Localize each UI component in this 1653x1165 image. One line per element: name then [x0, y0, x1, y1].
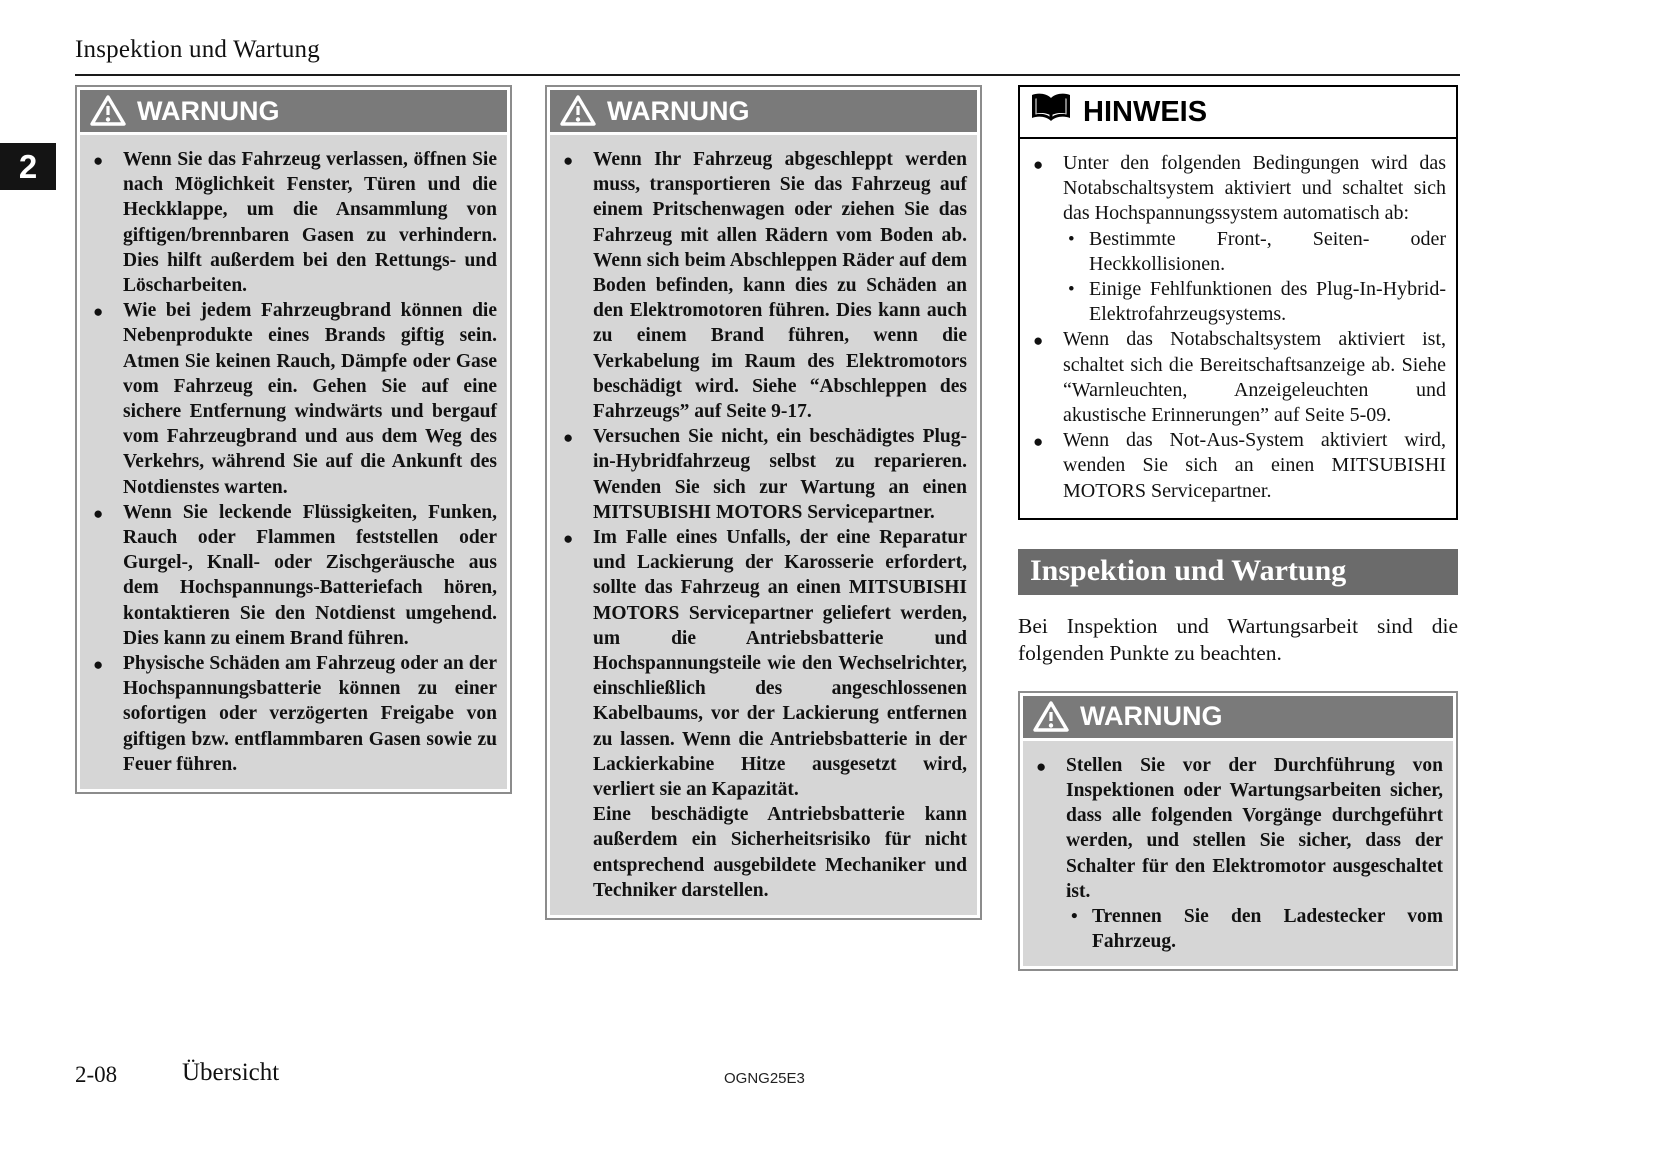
- warning-triangle-icon: [1033, 701, 1069, 733]
- chapter-tab: 2: [0, 143, 56, 190]
- note-item: [1032, 428, 1446, 504]
- warning-1-item-text: Wenn Sie leckende Flüssigkeiten, Funken, Rauch oder Flammen feststellen oder Gurgel-, Knall- oder Zischgeräusche aus dem Hochspannungs-Batteriefach hören, kontaktieren Sie den Notdienst umgehend. Dies kann zu einem Brand führen.: [123, 501, 497, 649]
- warning-3-sub-item-text: Trennen Sie den Ladestecker vom Fahrzeug.: [1092, 906, 1443, 953]
- warning-box-2-title: WARNUNG: [607, 95, 750, 126]
- bullet-marker: ●: [1036, 756, 1047, 776]
- column-3: [1018, 85, 1458, 971]
- warning-1-item-text: Wenn Sie das Fahrzeug verlassen, öffnen Sie nach Möglichkeit Fenster, Türen und die Heckklappe, um die Ansammlung von giftigen/brennbaren Gasen zu verhindern. Dies hilft außerdem bei den Rettungs- und Löscharbeiten.: [123, 149, 497, 297]
- note-sub-item-text: Einige Fehlfunktionen des Plug-In-Hybrid-Elektrofahrzeugsystems.: [1089, 278, 1446, 326]
- column-1: [75, 85, 512, 794]
- bullet-marker: ●: [563, 529, 574, 549]
- bullet-marker: ●: [93, 151, 104, 170]
- warning-triangle-icon: [560, 95, 596, 127]
- warning-1-item: [92, 298, 497, 500]
- warning-triangle-icon: [90, 95, 126, 127]
- warning-box-3-body: [1023, 741, 1453, 967]
- warning-2-item: [562, 424, 967, 525]
- warning-1-item-text: Wie bei jedem Fahrzeugbrand können die Nebenprodukte eines Brands giftig sein. Atmen Sie keinen Rauch, Dämpfe oder Gase vom Fahrzeug ein. Gehen Sie auf eine sichere Entfernung windwärts und bergauf vom Fahrzeugbrand und aus dem Weg des Verkehrs, während Sie auf die Ankunft des Notdienstes warten.: [123, 300, 497, 498]
- warning-3-sub-item: [1035, 904, 1443, 954]
- warning-box-2: [545, 85, 982, 920]
- note-sub-item-text: Bestimmte Front-, Seiten- oder Heckkollisionen.: [1089, 227, 1446, 275]
- bullet-marker: ●: [93, 655, 104, 675]
- header-rule: [75, 74, 1460, 76]
- bullet-marker: ●: [93, 503, 104, 523]
- note-box-header: [1020, 87, 1456, 139]
- warning-3-item: [1035, 753, 1443, 904]
- section-intro-text: Bei Inspektion und Wartungsarbeit sind die folgenden Punkte zu beachten.: [1018, 613, 1458, 665]
- note-item-text: Wenn das Not-Aus-System aktiviert wird, wenden Sie sich an einen MITSUBISHI MOTORS Servicepartner.: [1063, 429, 1446, 502]
- warning-box-2-body: [550, 135, 977, 915]
- bullet-marker: ●: [563, 151, 574, 170]
- footer-section-title: Übersicht: [182, 1059, 280, 1086]
- note-item-text: Wenn das Notabschaltsystem aktiviert ist, schaltet sich die Bereitschaftsanzeige ab. Siehe “Warnleuchten, Anzeigeleuchten und akustische Erinnerungen” auf Seite 5-09.: [1063, 328, 1446, 427]
- footer-page-number: 2-08: [75, 1062, 118, 1087]
- note-item: [1032, 327, 1446, 428]
- warning-1-item: [92, 651, 497, 777]
- warning-2-item: [562, 525, 967, 802]
- warning-1-item: [92, 500, 497, 651]
- note-box-body: [1020, 139, 1456, 518]
- column-2: [545, 85, 982, 920]
- warning-3-item-text: Stellen Sie vor der Durchführung von Inspektionen oder Wartungsarbeiten sicher, dass alle folgenden Vorgänge durchgeführt werden, und stellen Sie sicher, dass der Schalter für den Elektromotor ausgeschaltet ist.: [1066, 754, 1443, 902]
- warning-1-item: [92, 147, 497, 298]
- bullet-marker: ●: [1033, 331, 1044, 351]
- warning-box-1-header: [80, 90, 507, 132]
- section-title-bar: Inspektion und Wartung: [1018, 549, 1458, 595]
- bullet-marker: ●: [1033, 155, 1044, 174]
- note-box-title: HINWEIS: [1083, 95, 1208, 128]
- warning-2-item-text: Versuchen Sie nicht, ein beschädigtes Plug-in-Hybridfahrzeug selbst zu reparieren. Wenden Sie sich zur Wartung an einen MITSUBISHI MOTORS Servicepartner.: [593, 426, 967, 523]
- sub-bullet-marker: •: [1068, 279, 1075, 301]
- warning-box-1-title: WARNUNG: [137, 95, 280, 126]
- warning-box-1-body: [80, 135, 507, 789]
- warning-box-1: [75, 85, 512, 794]
- note-item-text: Unter den folgenden Bedingungen wird das Notabschaltsystem aktiviert und schaltet sich das Hochspannungssystem automatisch ab:: [1063, 152, 1446, 225]
- warning-2-item-text: Im Falle eines Unfalls, der eine Reparatur und Lackierung der Karosserie erfordert, sollte das Fahrzeug an einen MITSUBISHI MOTORS Servicepartner geliefert werden, um die Antriebsbatterie und Hochspannungsteile wie den Wechselrichter, einschließlich des angeschlossenen Kabelbaums, vor der Lackierung entfernen zu lassen. Wenn die Antriebsbatterie in der Lackierkabine Hitze ausgesetzt wird, verliert sie an Kapazität.: [593, 527, 967, 801]
- sub-bullet-marker: •: [1071, 906, 1078, 928]
- running-header-title: Inspektion und Wartung: [75, 36, 320, 63]
- note-sub-item: [1032, 277, 1446, 327]
- bullet-marker: ●: [93, 302, 104, 322]
- warning-2-continuation: Eine beschädigte Antriebsbatterie kann außerdem ein Sicherheitsrisiko für nicht entsprechend ausgebildete Mechaniker und Techniker darstellen.: [593, 804, 967, 901]
- note-item: [1032, 151, 1446, 227]
- sub-bullet-marker: •: [1068, 228, 1075, 250]
- warning-2-item: [562, 147, 967, 424]
- warning-2-item-text: Wenn Ihr Fahrzeug abgeschleppt werden muss, transportieren Sie das Fahrzeug auf einem Pritschenwagen oder ziehen Sie das Fahrzeug mit allen Rädern vom Boden ab. Wenn sich beim Abschleppen Räder auf dem Boden befinden, kann dies zu Schäden an den Elektromotoren führen. Dies kann auch zu einem Brand führen, wenn die Verkabelung im Raum des Elektromotors beschädigt wird. Siehe “Abschleppen des Fahrzeugs” auf Seite 9-17.: [593, 149, 967, 423]
- warning-box-3: [1018, 691, 1458, 972]
- note-sub-item: [1032, 227, 1446, 277]
- warning-box-3-header: [1023, 696, 1453, 738]
- note-box: [1018, 85, 1458, 520]
- warning-1-item-text: Physische Schäden am Fahrzeug oder an der Hochspannungsbatterie können zu einer sofortigen oder verzögerten Freigabe von giftigen bzw. entflammbaren Gasen sowie zu Feuer führen.: [123, 653, 497, 775]
- warning-box-2-header: [550, 90, 977, 132]
- bullet-marker: ●: [563, 428, 574, 448]
- open-book-icon: [1030, 92, 1072, 132]
- warning-box-3-title: WARNUNG: [1080, 701, 1223, 732]
- bullet-marker: ●: [1033, 432, 1044, 452]
- footer-doc-code: OGNG25E3: [724, 1070, 805, 1087]
